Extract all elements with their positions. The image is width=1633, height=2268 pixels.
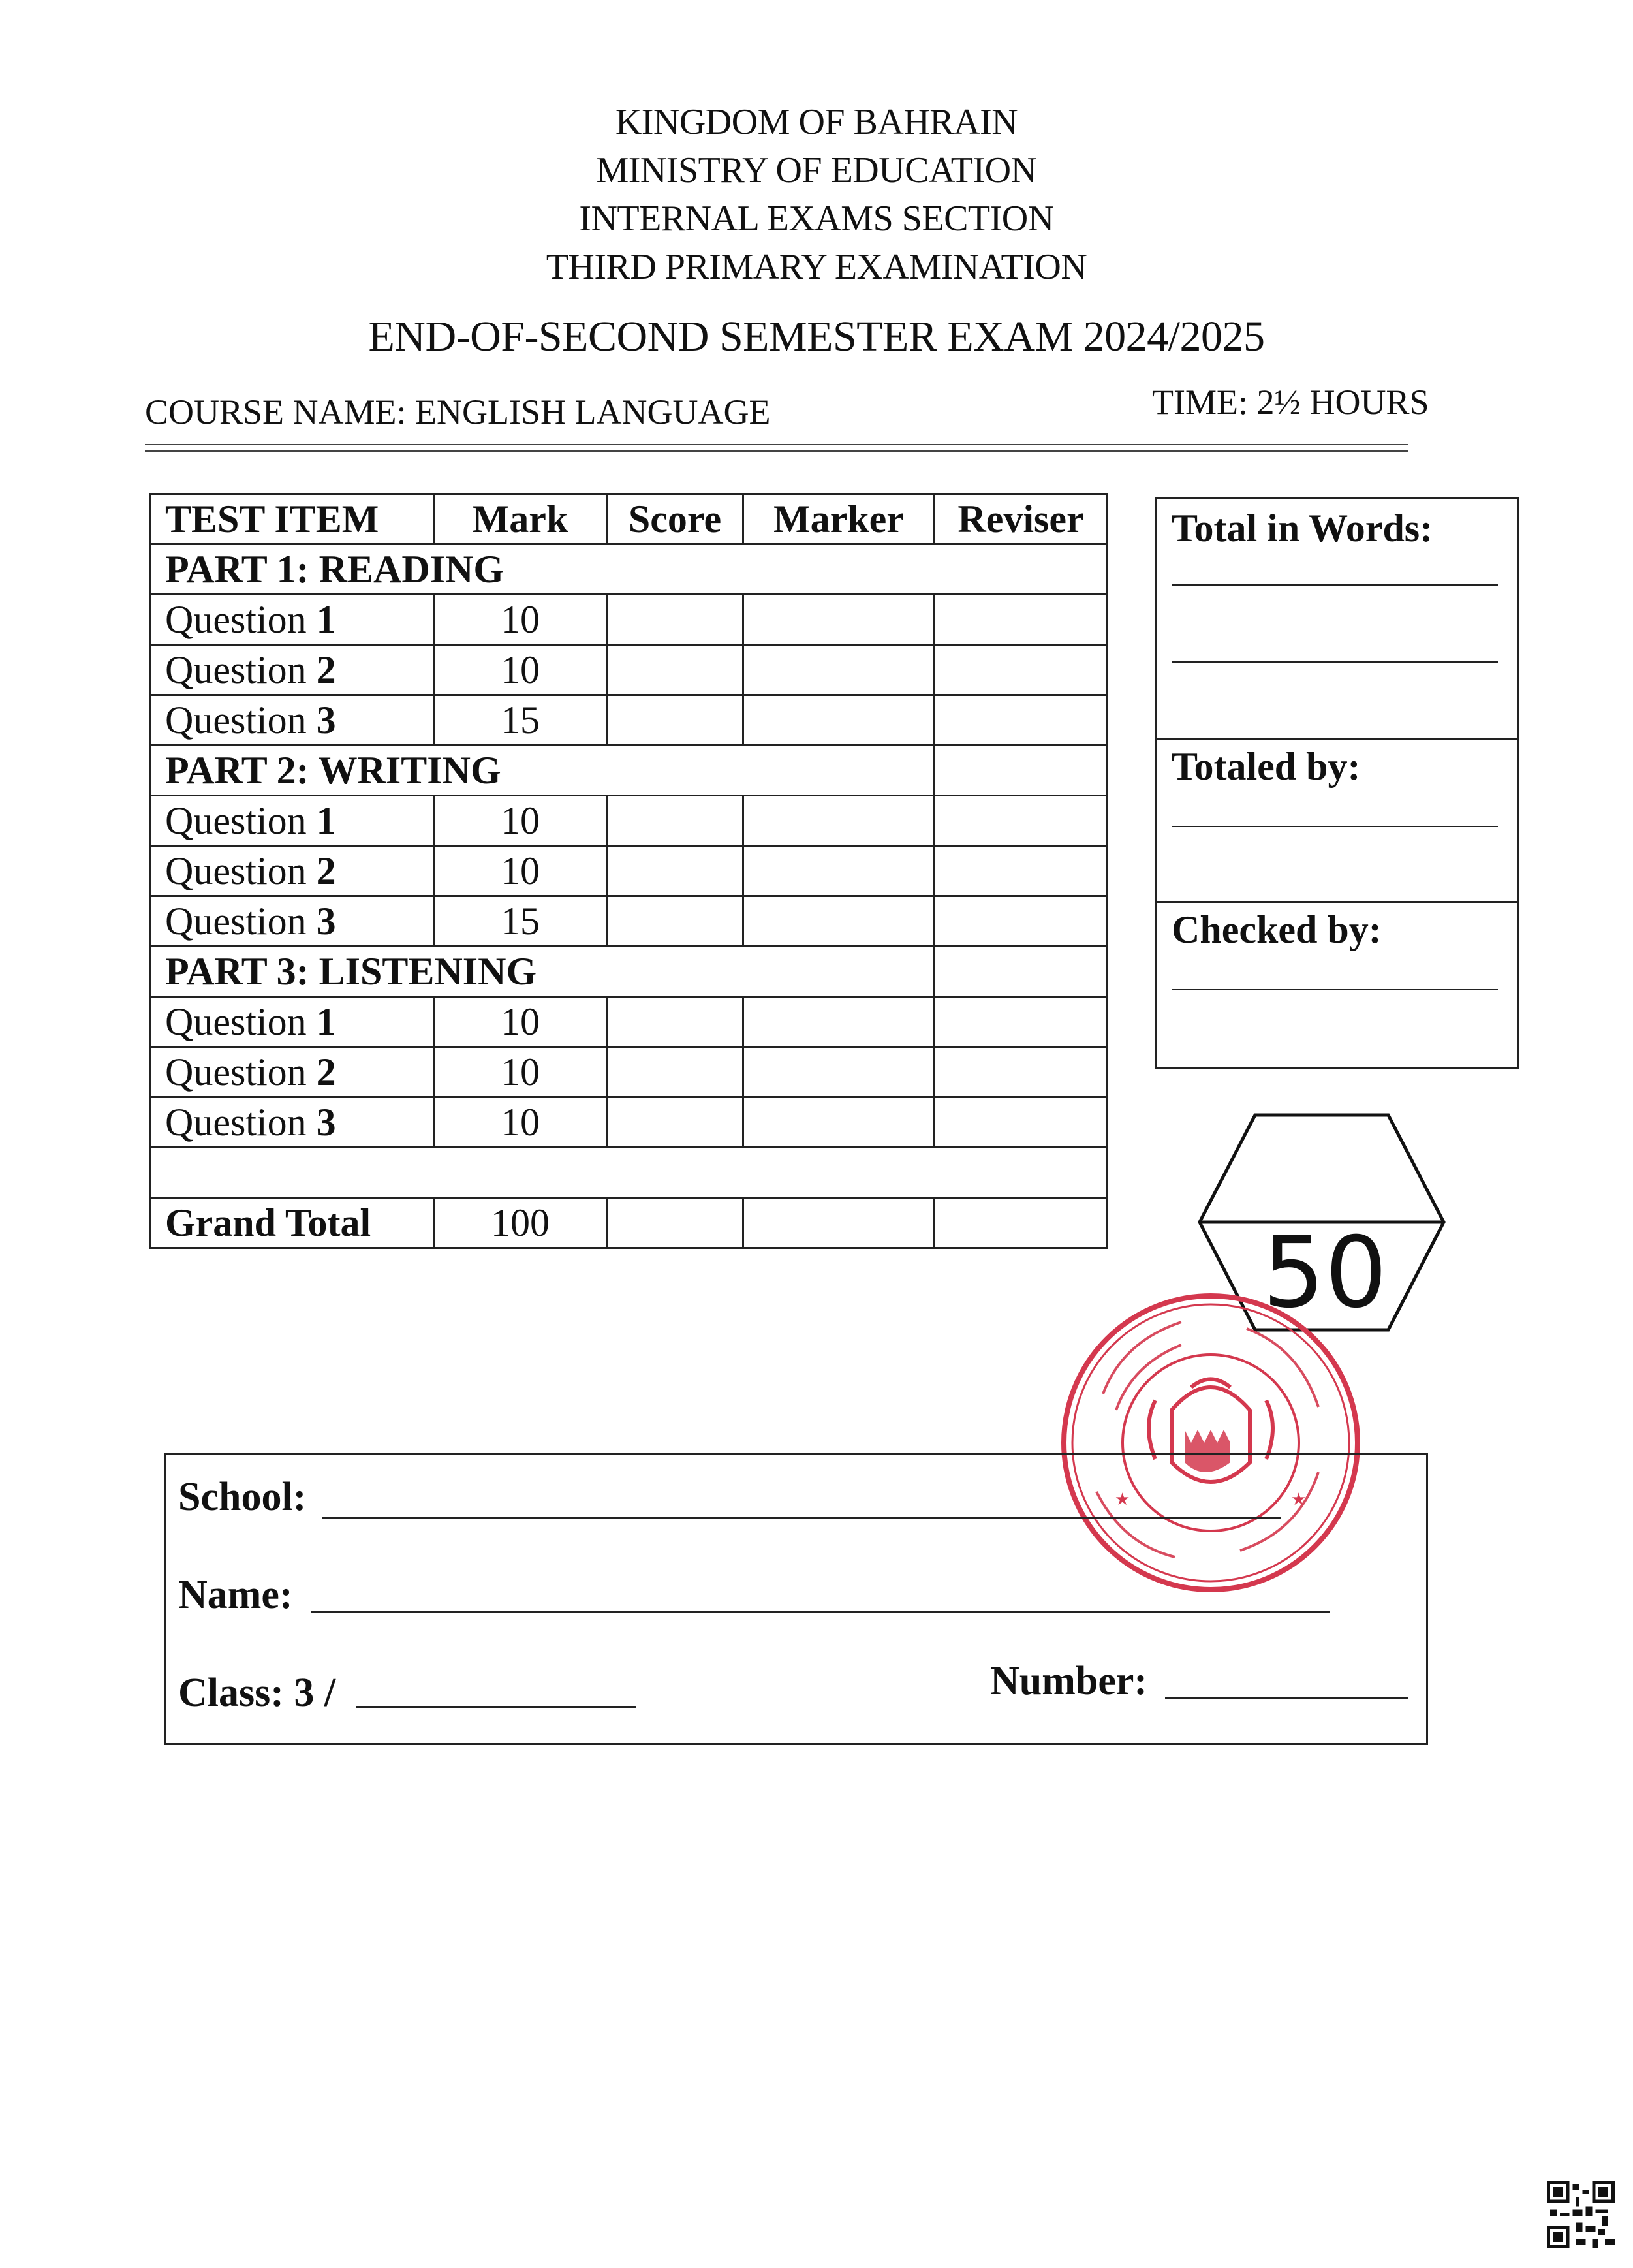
marker-cell[interactable]: [743, 846, 935, 896]
totals-box: [1155, 497, 1519, 1069]
reviser-cell[interactable]: [935, 695, 1108, 746]
reviser-cell[interactable]: [935, 595, 1108, 645]
col-score: Score: [607, 494, 743, 544]
mark-cell: 10: [434, 595, 607, 645]
total-in-words-line-1[interactable]: [1172, 584, 1498, 586]
totaled-by-line[interactable]: [1172, 826, 1498, 827]
table-row: [150, 997, 1108, 1047]
score-cell[interactable]: [607, 1097, 743, 1148]
score-cell[interactable]: [607, 997, 743, 1047]
header-section: INTERNAL EXAMS SECTION: [579, 198, 1054, 239]
table-row: [150, 595, 1108, 645]
student-info-box: [164, 1453, 1428, 1745]
score-table: [149, 493, 1108, 1249]
header-block: [0, 98, 1633, 291]
mark-cell: 10: [434, 846, 607, 896]
qr-code-icon: [1547, 2181, 1615, 2248]
mark-cell: 10: [434, 997, 607, 1047]
grand-total-mark: 100: [434, 1198, 607, 1248]
header-examination: THIRD PRIMARY EXAMINATION: [546, 247, 1087, 287]
question-label: Question 3: [150, 695, 434, 746]
name-label: Name:: [178, 1573, 293, 1617]
part-row: [150, 947, 1108, 997]
marker-cell[interactable]: [743, 896, 935, 947]
reviser-cell[interactable]: [935, 746, 1108, 796]
col-mark: Mark: [434, 494, 607, 544]
stamp-star-left: ★: [1115, 1490, 1130, 1509]
score-cell[interactable]: [607, 896, 743, 947]
col-marker: Marker: [743, 494, 935, 544]
table-row: [150, 846, 1108, 896]
name-field[interactable]: [311, 1611, 1330, 1613]
table-row: [150, 645, 1108, 695]
marker-cell[interactable]: [743, 1198, 935, 1248]
marker-cell[interactable]: [743, 1047, 935, 1097]
table-row: [150, 896, 1108, 947]
number-field[interactable]: [1165, 1697, 1408, 1699]
question-label: Question 2: [150, 645, 434, 695]
mark-cell: 10: [434, 1047, 607, 1097]
marker-cell[interactable]: [743, 1097, 935, 1148]
school-label: School:: [178, 1475, 307, 1519]
score-cell[interactable]: [607, 796, 743, 846]
part-row: [150, 746, 1108, 796]
part-row: [150, 544, 1108, 595]
exam-time: TIME: 2½ HOURS: [1152, 383, 1429, 422]
reviser-cell[interactable]: [935, 896, 1108, 947]
marker-cell[interactable]: [743, 645, 935, 695]
table-row: [150, 796, 1108, 846]
question-label: Question 2: [150, 846, 434, 896]
part-title: PART 1: READING: [150, 544, 1108, 595]
total-in-words-label: Total in Words:: [1172, 507, 1433, 550]
question-label: Question 1: [150, 796, 434, 846]
reviser-cell[interactable]: [935, 1047, 1108, 1097]
box-divider: [1157, 901, 1517, 903]
question-label: Question 2: [150, 1047, 434, 1097]
table-row: [150, 695, 1108, 746]
col-test-item: TEST ITEM: [150, 494, 434, 544]
reviser-cell[interactable]: [935, 947, 1108, 997]
score-cell[interactable]: [607, 645, 743, 695]
score-cell[interactable]: [607, 1198, 743, 1248]
blank-row: [150, 1148, 1108, 1198]
reviser-cell[interactable]: [935, 796, 1108, 846]
blank-cell: [150, 1148, 1108, 1198]
marker-cell[interactable]: [743, 595, 935, 645]
reviser-cell[interactable]: [935, 1198, 1108, 1248]
score-cell[interactable]: [607, 695, 743, 746]
table-header-row: [150, 494, 1108, 544]
table-row: [150, 1047, 1108, 1097]
mark-cell: 15: [434, 896, 607, 947]
question-label: Question 3: [150, 896, 434, 947]
question-label: Question 1: [150, 595, 434, 645]
checked-by-line[interactable]: [1172, 989, 1498, 990]
part-title: PART 2: WRITING: [150, 746, 935, 796]
grand-total-label: Grand Total: [150, 1198, 434, 1248]
score-cell[interactable]: [607, 595, 743, 645]
part-title: PART 3: LISTENING: [150, 947, 935, 997]
total-in-words-line-2[interactable]: [1172, 661, 1498, 663]
reviser-cell[interactable]: [935, 1097, 1108, 1148]
header-divider: [145, 444, 1408, 452]
grand-total-row: [150, 1198, 1108, 1248]
question-label: Question 1: [150, 997, 434, 1047]
school-field[interactable]: [322, 1517, 1281, 1519]
number-label: Number:: [990, 1659, 1148, 1703]
totaled-by-label: Totaled by:: [1172, 745, 1361, 788]
class-label: Class: 3 /: [178, 1671, 336, 1715]
mark-cell: 10: [434, 1097, 607, 1148]
badge-value: 50: [1262, 1216, 1388, 1330]
reviser-cell[interactable]: [935, 997, 1108, 1047]
marker-cell[interactable]: [743, 695, 935, 746]
question-label: Question 3: [150, 1097, 434, 1148]
marker-cell[interactable]: [743, 997, 935, 1047]
course-name: COURSE NAME: ENGLISH LANGUAGE: [145, 392, 771, 432]
checked-by-label: Checked by:: [1172, 908, 1382, 951]
col-reviser: Reviser: [935, 494, 1108, 544]
box-divider: [1157, 738, 1517, 740]
table-row: [150, 1097, 1108, 1148]
header-kingdom: KINGDOM OF BAHRAIN: [615, 102, 1018, 142]
class-field[interactable]: [356, 1706, 636, 1708]
score-cell[interactable]: [607, 1047, 743, 1097]
marker-cell[interactable]: [743, 796, 935, 846]
header-ministry: MINISTRY OF EDUCATION: [596, 150, 1037, 191]
score-cell[interactable]: [607, 846, 743, 896]
stamp-star-right: ★: [1291, 1490, 1307, 1509]
reviser-cell[interactable]: [935, 846, 1108, 896]
mark-cell: 10: [434, 796, 607, 846]
reviser-cell[interactable]: [935, 645, 1108, 695]
mark-cell: 15: [434, 695, 607, 746]
exam-title: END-OF-SECOND SEMESTER EXAM 2024/2025: [368, 313, 1265, 360]
mark-cell: 10: [434, 645, 607, 695]
